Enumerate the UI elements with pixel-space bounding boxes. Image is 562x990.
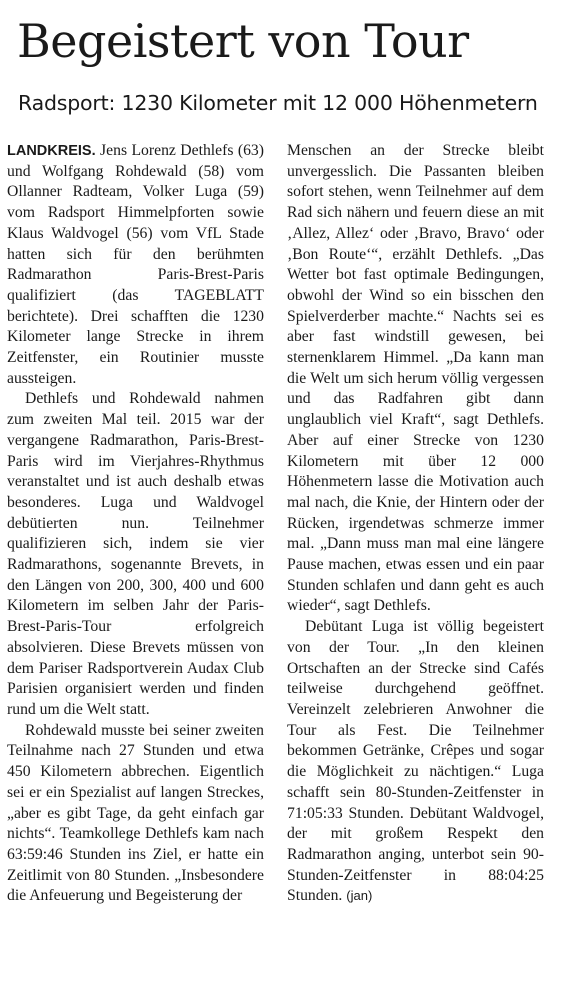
article-paragraph: Rohdewald musste bei seiner zweiten Teilnahme nach 27 Stunden und etwa 450 Kilometern abbrechen. Eigentlich sei er ein Spezialist auf langen Streckes, „aber es gibt Tage, da geht einfach gar nichts“. Teamkollege Dethlefs kam nach 63:59:46 Stunden ins Ziel, er hatte ein Zeitlimit von 80 Stunden. „Insbesondere die Anfeuerung und Begeisterung der (7, 721, 264, 905)
article-paragraph: Menschen an der Strecke bleibt unvergesslich. Die Passanten bleiben sofort stehen, wenn Teilnehmer auf dem Rad sich nähern und feuern diese an mit ‚Allez, Allez‘ oder ‚Bravo, Bravo‘ oder ‚Bon Route‘“, erzählt Dethlefs. „Das Wetter bot fast optimale Bedingungen, obwohl der Wind so ein bisschen den Spielverderber machte.“ Nachts sei es aber fast windstill gewesen, bei sternenklarem Himmel. „Da kann man die Welt um sich herum völlig vergessen und das Radfahren gibt dann unglaublich viel Kraft“, sagt Dethlefs. Aber auf einer Strecke von 1230 Kilometern mit über 12 000 Höhenmetern lasse die Motivation auch mal nach, die Knie, der Hintern oder der Rücken, irgendetwas schmerze immer mal. „Dann muss man mal eine längere Pause machen, etwas essen und ein paar Stunden schlafen und dann geht es auch wieder“, sagt Dethlefs. (287, 142, 544, 615)
article-paragraph: Dethlefs und Rohdewald nahmen zum zweiten Mal teil. 2015 war der vergangene Radmarathon, Paris-Brest-Paris wird im Vierjahres-Rhythmus veranstaltet und ist auch deshalb etwas besonderes. Luga und Waldvogel debütierten nun. Teilnehmer qualifizieren sich, indem sie vier Radmarathons, sogenannte Brevets, in den Längen von 200, 300, 400 und 600 Kilometern im selben Jahr der Paris-Brest-Paris-Tour erfolgreich absolvieren. Diese Brevets müssen von dem Pariser Radsportverein Audax Club Parisien organisiert werden und finden rund um die Welt statt. (7, 390, 264, 718)
author-byline: (jan) (346, 888, 373, 904)
headline: Begeistert von Tour (17, 14, 469, 68)
article-column-right (287, 141, 544, 907)
article-column-left (7, 141, 264, 907)
article-paragraph (7, 141, 264, 389)
article-paragraph (287, 617, 544, 907)
subheadline: Radsport: 1230 Kilometer mit 12 000 Höhenmetern (18, 91, 538, 115)
dateline-kicker: LANDKREIS. (7, 143, 96, 159)
paragraph-text: Jens Lorenz Dethlefs (63) und Wolfgang Rohdewald (58) vom Ollanner Radteam, Volker Luga (59) vom Radsport Himmelpforten sowie Klaus Waldvogel (56) vom VfL Stade hatten sich für den berühmten Radmarathon Paris-Brest-Paris qualifiziert (das TAGEBLATT berichtete). Drei schafften die 1230 Kilometer lange Strecke in ihrem Zeitfenster, ein Routinier musste aussteigen. (7, 142, 264, 387)
paragraph-text: Debütant Luga ist völlig begeistert von der Tour. „In den kleinen Ortschaften an der Strecke sind Cafés teilweise durchgehend geöffnet. Vereinzelt zelebrieren Anwohner die Tour als Fest. Die Teilnehmer bekommen Getränke, Crêpes und sogar die Möglichkeit zu nächtigen.“ Luga schafft sein 80-Stunden-Zeitfenster in 71:05:33 Stunden. Debütant Waldvogel, der mit großem Respekt den Radmarathon anging, unterbot sein 90-Stunden-Zeitfenster in 88:04:25 Stunden. (287, 618, 544, 905)
